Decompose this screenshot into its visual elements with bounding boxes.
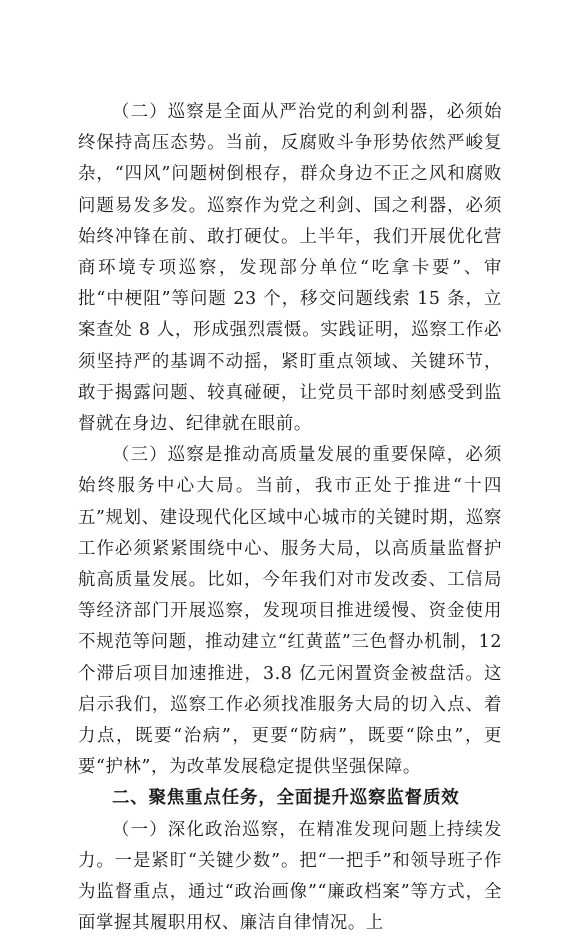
section-heading: 二、聚焦重点任务，全面提升巡察监督质效 (112, 788, 460, 809)
paragraph-inspection-sword: （二）巡察是全面从严治党的利剑利器，必须始终保持高压态势。当前，反腐败斗争形势依然严峻复杂，“四风”问题树倒根存，群众身边不正之风和腐败问题易发多发。巡察作为党之利剑、国之利器，必须始终冲锋在前、敢打硬仗。上半年，我们开展优化营商环境专项巡察，发现部分单位“吃拿卡要”、审批“中梗阻”等问题 23 个，移交问题线索 15 条，立案查处 8 人，形成强烈震慑。实践证明，巡察工作必须坚持严的基调不动摇，紧盯重点领域、关键环节，敢于揭露问题、较真碰硬，让党员干部时刻感受到监督就在身边、纪律就在眼前。 (78, 102, 502, 435)
paragraph-political-inspection: （一）深化政治巡察，在精准发现问题上持续发力。一是紧盯“关键少数”。把“一把手”和领导班子作为监督重点，通过“政治画像”“廉政档案”等方式，全面掌握其履职用权、廉洁自律情况。上 (78, 819, 502, 934)
paragraph-high-quality-development: （三）巡察是推动高质量发展的重要保障，必须始终服务中心大局。当前，我市正处于推进“十四五”规划、建设现代化区域中心城市的关键时期，巡察工作必须紧紧围绕中心、服务大局，以高质量监督护航高质量发展。比如，今年我们对市发改委、工信局等经济部门开展巡察，发现项目推进缓慢、资金使用不规范等问题，推动建立“红黄蓝”三色督办机制，12 个滞后项目加速推进，3.8 亿元闲置资金被盘活。这启示我们，巡察工作必须找准服务大局的切入点、着力点，既要“治病”，更要“防病”，既要“除虫”，更要“护林”，为改革发展稳定提供坚强保障。 (78, 445, 502, 778)
